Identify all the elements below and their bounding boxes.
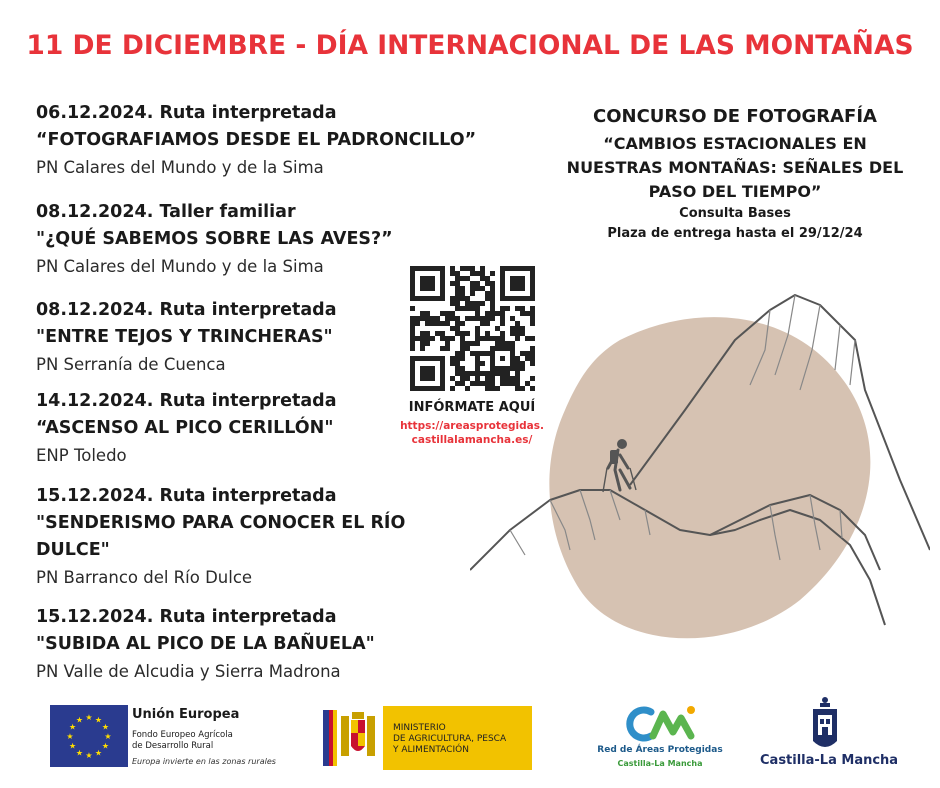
photo-contest bbox=[560, 104, 910, 244]
event-5 bbox=[36, 483, 405, 591]
region-name: Castilla-La Mancha bbox=[760, 753, 899, 768]
event-place: PN Serranía de Cuenca bbox=[36, 355, 226, 374]
network-subtitle: Castilla-La Mancha bbox=[617, 759, 703, 768]
event-place: PN Valle de Alcudia y Sierra Madrona bbox=[36, 662, 341, 681]
eu-slogan: Europa invierte en las zonas rurales bbox=[132, 757, 276, 766]
contest-deadline: Plaza de entrega hasta el 29/12/24 bbox=[607, 226, 863, 241]
eu-star: ★ bbox=[101, 722, 110, 732]
event-date: 08.12.2024. Ruta interpretada bbox=[36, 300, 337, 320]
spain-coat-of-arms-icon bbox=[321, 706, 383, 770]
event-name: "SUBIDA AL PICO DE LA BAÑUELA" bbox=[36, 634, 375, 654]
event-place: PN Calares del Mundo y de la Sima bbox=[36, 158, 324, 177]
eu-star: ★ bbox=[66, 732, 74, 741]
event-name: "¿QUÉ SABEMOS SOBRE LAS AVES?” bbox=[36, 229, 393, 249]
page-title: 11 DE DICIEMBRE - DÍA INTERNACIONAL DE LAS MONTAÑAS bbox=[26, 30, 914, 61]
contest-subtitle bbox=[560, 132, 910, 204]
eu-title: Unión Europea bbox=[132, 707, 240, 722]
eu-flag-icon bbox=[50, 705, 128, 767]
contest-subtitle-line: PASO DEL TIEMPO” bbox=[648, 182, 822, 201]
event-date: 15.12.2024. Ruta interpretada bbox=[36, 607, 337, 627]
eu-star: ★ bbox=[85, 713, 93, 722]
event-place: ENP Toledo bbox=[36, 446, 127, 465]
event-name: "SENDERISMO PARA CONOCER EL RÍO bbox=[36, 513, 406, 533]
eu-star: ★ bbox=[104, 732, 112, 741]
event-date: 15.12.2024. Ruta interpretada bbox=[36, 486, 337, 506]
event-place: PN Calares del Mundo y de la Sima bbox=[36, 257, 324, 276]
ministry-line: Y ALIMENTACIÓN bbox=[393, 745, 469, 755]
qr-url-line: castillalamancha.es/ bbox=[411, 434, 533, 446]
contest-subtitle-line: “CAMBIOS ESTACIONALES EN bbox=[603, 134, 867, 153]
contest-subtitle-line: NUESTRAS MONTAÑAS: SEÑALES DEL bbox=[566, 158, 904, 177]
ministry-line: DE AGRICULTURA, PESCA bbox=[393, 734, 507, 744]
eu-star: ★ bbox=[101, 741, 110, 751]
event-4 bbox=[36, 388, 337, 469]
eu-star: ★ bbox=[85, 751, 93, 760]
event-name-continued: DULCE" bbox=[36, 540, 110, 560]
event-2 bbox=[36, 199, 393, 280]
eu-star: ★ bbox=[68, 722, 77, 732]
qr-url-line: https://areasprotegidas. bbox=[400, 420, 544, 432]
eu-fund bbox=[132, 730, 233, 752]
ministry-line: MINISTERIO bbox=[393, 723, 446, 733]
eu-star: ★ bbox=[94, 748, 103, 758]
event-date: 08.12.2024. Taller familiar bbox=[36, 202, 296, 222]
event-place: PN Barranco del Río Dulce bbox=[36, 568, 253, 587]
eu-star: ★ bbox=[75, 748, 84, 758]
event-date: 06.12.2024. Ruta interpretada bbox=[36, 103, 337, 123]
eu-fund-line: Fondo Europeo Agrícola bbox=[132, 730, 233, 740]
event-name: "ENTRE TEJOS Y TRINCHERAS" bbox=[36, 327, 333, 347]
event-3 bbox=[36, 297, 337, 378]
event-date: 14.12.2024. Ruta interpretada bbox=[36, 391, 337, 411]
eu-star: ★ bbox=[68, 741, 77, 751]
ministry-logo bbox=[321, 706, 532, 770]
eu-star: ★ bbox=[94, 715, 103, 725]
event-1 bbox=[36, 100, 476, 181]
event-name: “ASCENSO AL PICO CERILLÓN" bbox=[36, 418, 334, 438]
ministry-name bbox=[393, 723, 506, 756]
eu-star: ★ bbox=[75, 715, 84, 725]
blob-shape bbox=[549, 317, 870, 638]
network-mark-icon bbox=[623, 702, 699, 744]
contest-bases-link[interactable]: Consulta Bases bbox=[679, 206, 791, 221]
eu-fund-line: de Desarrollo Rural bbox=[132, 741, 214, 751]
mountain-hiker-illustration bbox=[470, 280, 930, 650]
event-name: “FOTOGRAFIAMOS DESDE EL PADRONCILLO” bbox=[36, 130, 477, 150]
network-title: Red de Áreas Protegidas bbox=[597, 745, 723, 755]
castle-crest-icon bbox=[810, 695, 840, 751]
contest-heading: CONCURSO DE FOTOGRAFÍA bbox=[593, 106, 877, 127]
castilla-la-mancha-logo bbox=[760, 695, 899, 775]
eu-feader-logo bbox=[50, 705, 276, 771]
event-6 bbox=[36, 604, 375, 685]
protected-areas-network-logo bbox=[590, 700, 730, 775]
qr-label: INFÓRMATE AQUÍ bbox=[408, 400, 536, 415]
